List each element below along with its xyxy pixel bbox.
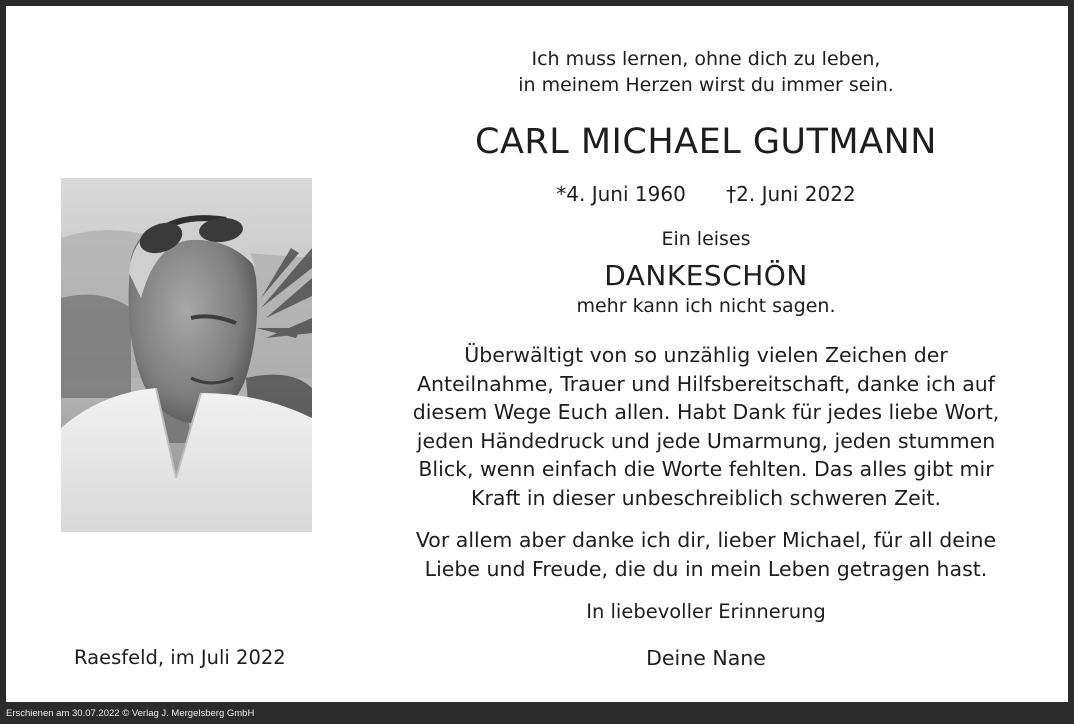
portrait-illustration (61, 178, 312, 532)
obituary-card (6, 6, 1068, 702)
death-date: †2. Juni 2022 (726, 182, 856, 206)
birth-date: *4. Juni 1960 (556, 182, 686, 206)
portrait-photo (61, 178, 312, 532)
paragraph-line: Überwältigt von so unzählig vielen Zeichen der (464, 343, 948, 367)
memory-line: In liebevoller Erinnerung (586, 600, 826, 623)
thanks-paragraph (336, 341, 1074, 513)
paragraph-line: Blick, wenn einfach die Worte fehlten. Das alles gibt mir (418, 457, 994, 482)
deceased-name: CARL MICHAEL GUTMANN (475, 122, 937, 162)
signature: Deine Nane (646, 646, 766, 670)
life-dates (336, 182, 1074, 206)
thanks-subtitle: mehr kann ich nicht sagen. (576, 295, 836, 317)
paragraph-line: Anteilnahme, Trauer und Hilfsbereitschaft, danke ich auf (417, 371, 995, 396)
thanks-title: DANKESCHÖN (604, 259, 808, 292)
place-date: Raesfeld, im Juli 2022 (74, 646, 286, 669)
thanks-intro: Ein leises (661, 228, 751, 250)
paragraph-line: Vor allem aber danke ich dir, lieber Michael, für all deine (415, 528, 997, 552)
paragraph-line: jeden Händedruck und jede Umarmung, jeden stummen (416, 428, 996, 453)
motto-line: in meinem Herzen wirst du immer sein. (518, 74, 894, 96)
personal-paragraph (336, 526, 1074, 583)
publication-footer: Erschienen am 30.07.2022 © Verlag J. Mergelsberg GmbH (6, 708, 255, 719)
paragraph-line: Kraft in dieser unbeschreiblich schweren Zeit. (471, 485, 941, 510)
motto-verse (336, 46, 1074, 98)
paragraph-line: diesem Wege Euch allen. Habt Dank für jedes liebe Wort, (412, 400, 1000, 425)
motto-line: Ich muss lernen, ohne dich zu leben, (531, 48, 881, 70)
paragraph-line: Liebe und Freude, die du in mein Leben getragen hast. (424, 556, 988, 581)
